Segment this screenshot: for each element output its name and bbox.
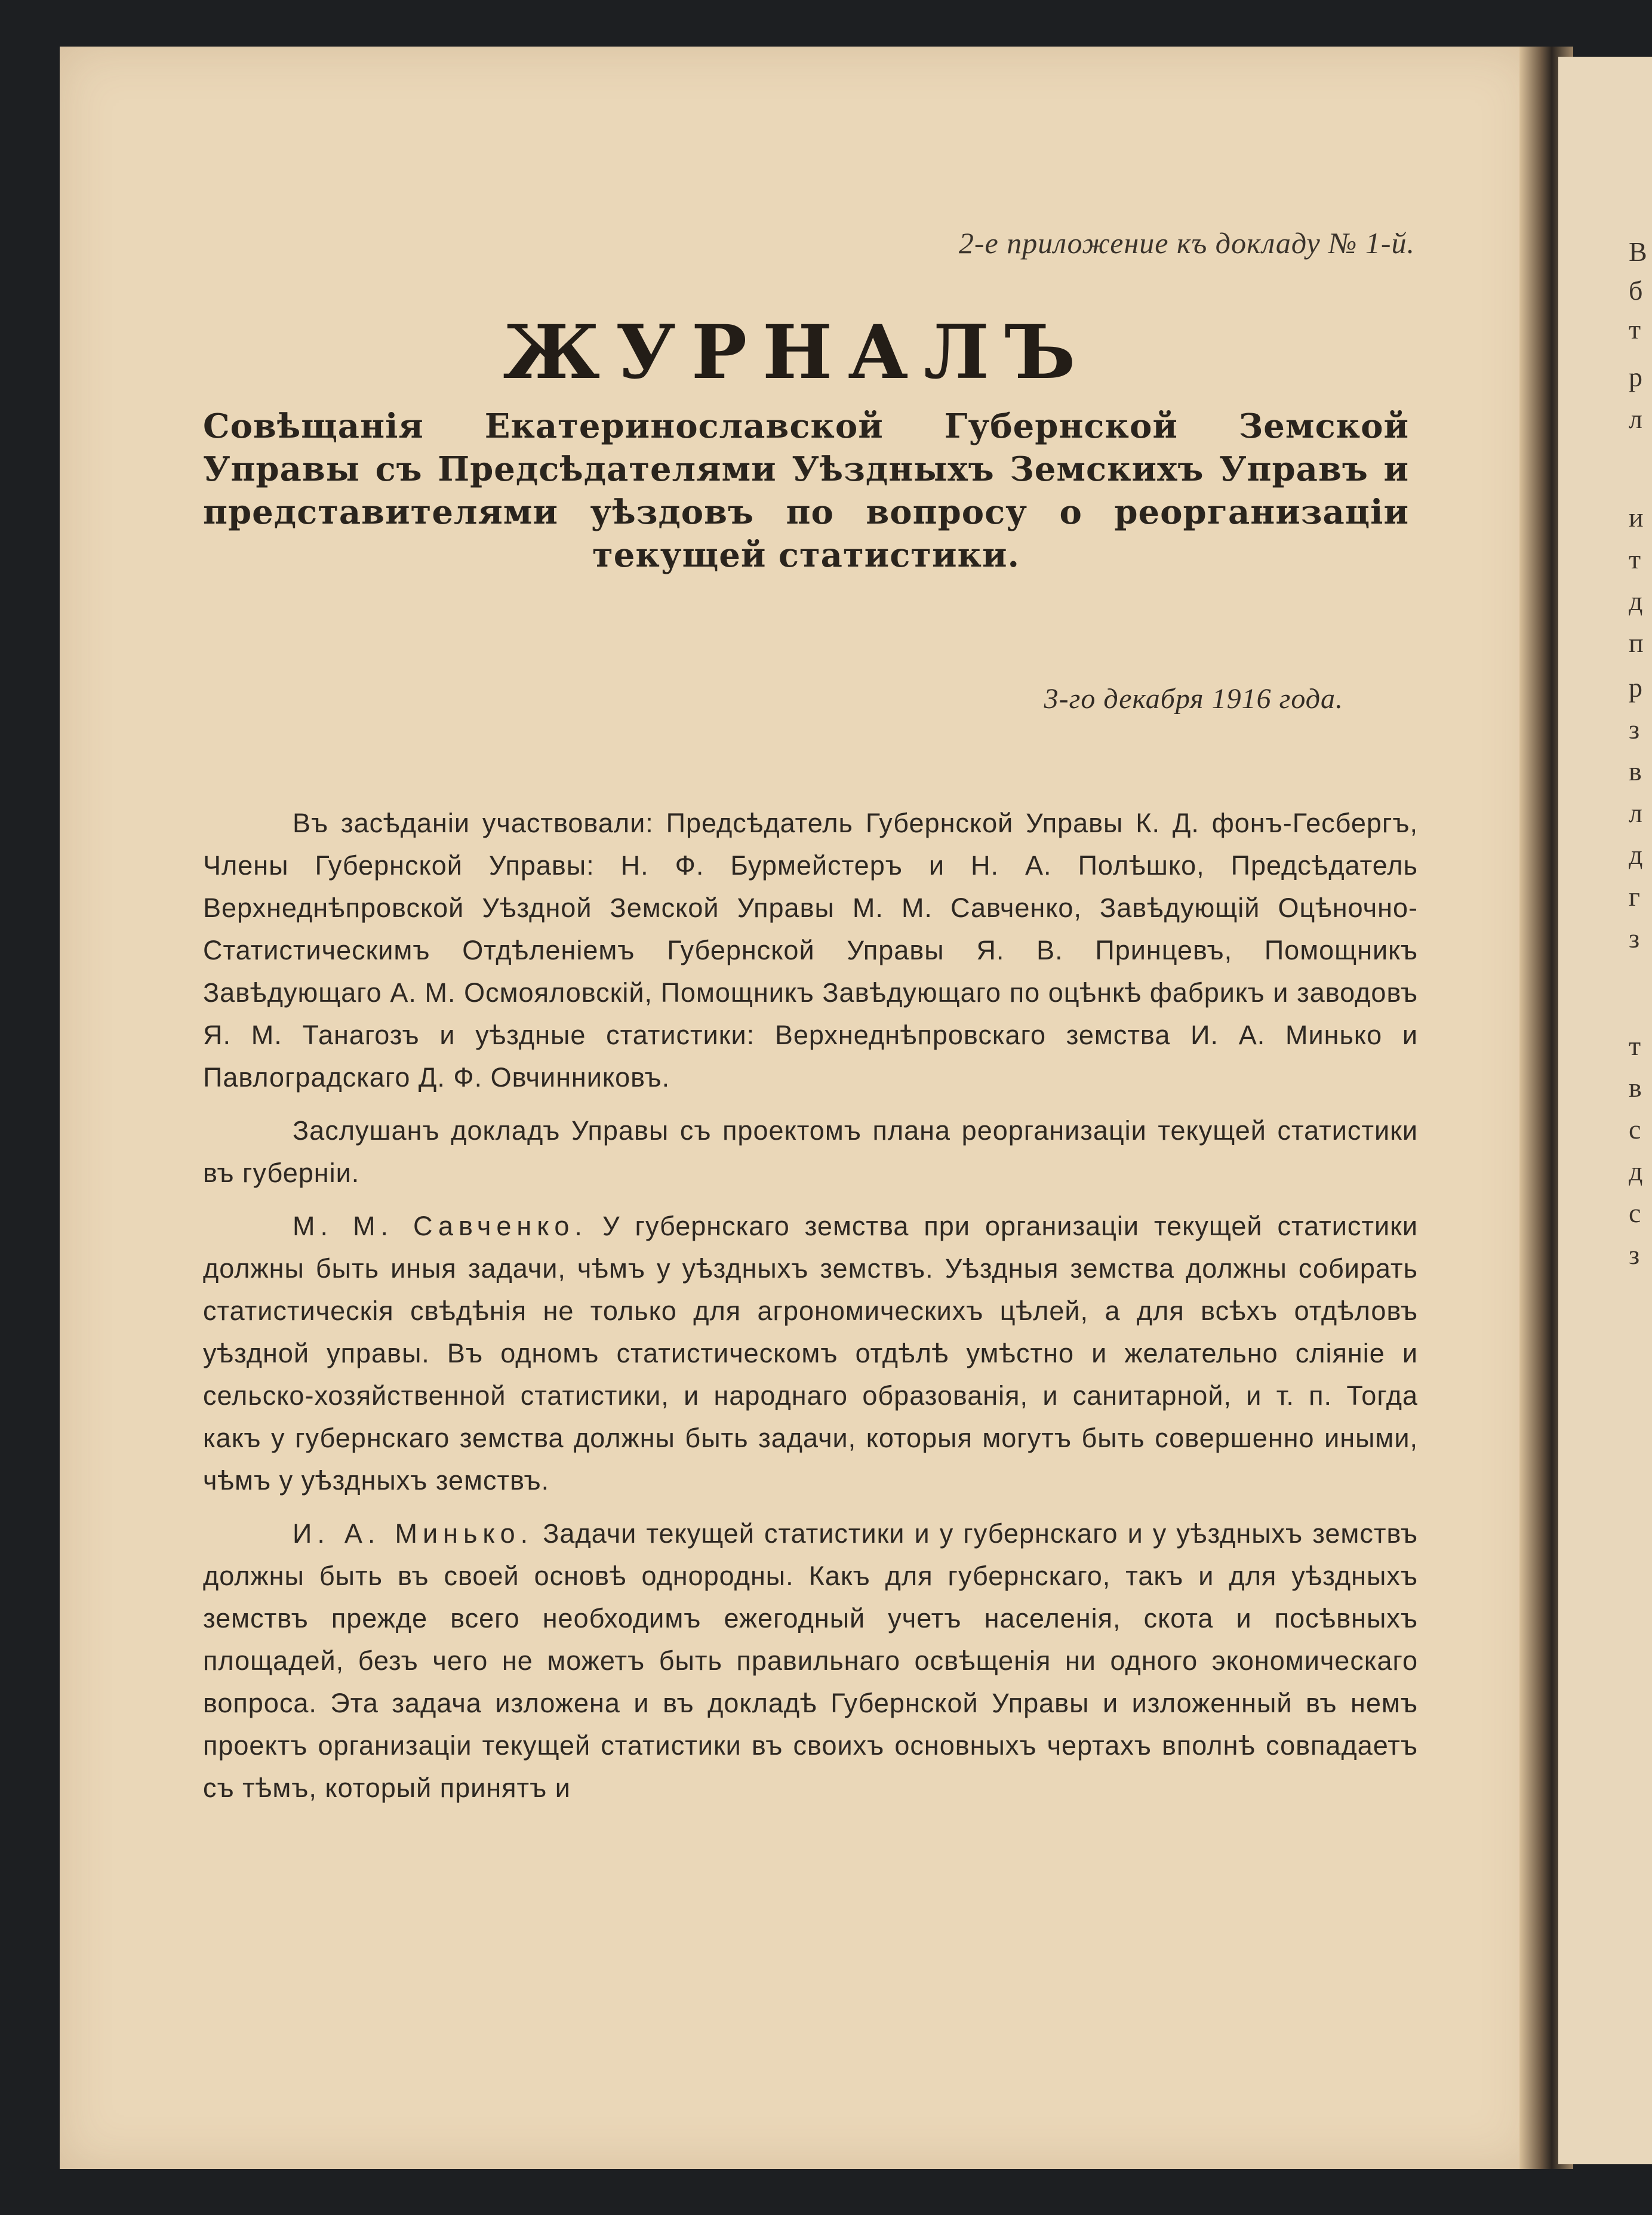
document-title: ЖУРНАЛЪ [503, 309, 1091, 396]
document-subtitle: Совѣщанія Екатеринославской Губернской Земской Управы съ Предсѣдателями Уѣздныхъ Земскихъ Управъ и представителями уѣздовъ по вопросу о реорганизаціи текущей статистики. [203, 407, 1409, 575]
document-body [203, 802, 1418, 1820]
next-page-fragment: д [1629, 839, 1643, 870]
next-page-fragment: с [1629, 1114, 1641, 1145]
document-date: 3-го декабря 1916 года. [1044, 683, 1343, 715]
paragraph [203, 802, 1418, 1099]
next-page-fragment: з [1629, 714, 1640, 745]
next-page-fragment: л [1629, 798, 1642, 828]
paragraph-text: Задачи текущей статистики и у губернскаго и у уѣздныхъ земствъ должны быть въ своей основѣ однородны. Какъ для губернскаго, такъ и для уѣздныхъ земствъ прежде всего необходимъ ежегодный учетъ населенія, скота и посѣвныхъ площадей, безъ чего не можетъ быть правильнаго освѣщенія ни одного экономическаго вопроса. Эта задача изложена и въ докладѣ Губернской Управы и изложенный въ немъ проектъ организаціи текущей статистики въ своихъ основныхъ чертахъ вполнѣ совпадаетъ съ тѣмъ, который принятъ и [203, 1518, 1418, 1803]
paragraph-text: У губернскаго земства при организаціи текущей статистики должны быть иныя задачи, чѣмъ у уѣздныхъ земствъ. Уѣздныя земства должны собирать статистическія свѣдѣнія не только для агрономическихъ цѣлей, а для всѣхъ отдѣловъ уѣздной управы. Въ одномъ статистическомъ отдѣлѣ умѣстно и желательно сліяніе и сельско-хозяйственной статистики, и народнаго образованія, и санитарной, и т. п. Тогда какъ у губернскаго земства должны быть задачи, которыя могутъ быть совершенно иными, чѣмъ у уѣздныхъ земствъ. [203, 1211, 1418, 1496]
next-page-fragment: г [1629, 881, 1640, 912]
next-page-fragment: с [1629, 1198, 1641, 1228]
paragraph [203, 1109, 1418, 1194]
paragraph-text: Заслушанъ докладъ Управы съ проектомъ плана реорганизаціи текущей статистики въ губерніи. [203, 1115, 1418, 1188]
next-page-fragment: л [1629, 404, 1642, 434]
next-page-edge [1558, 57, 1652, 2164]
paragraph [203, 1512, 1418, 1809]
header-note: 2-е приложение къ докладу № 1-й. [958, 226, 1415, 260]
next-page-fragment: р [1629, 672, 1642, 703]
next-page-fragment: з [1629, 1239, 1640, 1270]
next-page-fragment: д [1629, 586, 1643, 616]
speaker-name: М. М. Савченко. [293, 1211, 587, 1241]
next-page-fragment: б [1629, 275, 1643, 306]
next-page-fragment: р [1629, 362, 1642, 392]
next-page-fragment: в [1629, 1072, 1642, 1103]
paragraph-text: Въ засѣданіи участвовали: Предсѣдатель Губернской Управы К. Д. фонъ-Гесбергъ, Члены Губернской Управы: Н. Ф. Бурмейстеръ и Н. А. Полѣшко, Предсѣдатель Верхнеднѣпровской Уѣздной Земской Управы М. М. Савченко, Завѣдующій Оцѣночно-Статистическимъ Отдѣленіемъ Губернской Управы Я. В. Принцевъ, Помощникъ Завѣдующаго А. М. Осмояловскій, Помощникъ Завѣдующаго по оцѣнкѣ фабрикъ и заводовъ Я. М. Танагозъ и уѣздные статистики: Верхнеднѣпровскаго земства И. А. Минько и Павлоградскаго Д. Ф. Овчинниковъ. [203, 808, 1418, 1093]
next-page-fragment: т [1629, 1030, 1641, 1061]
next-page-fragment: в [1629, 756, 1642, 786]
next-page-fragment: В [1629, 236, 1647, 267]
next-page-fragment: п [1629, 627, 1644, 658]
next-page-fragment: т [1629, 314, 1641, 344]
paragraph [203, 1205, 1418, 1502]
speaker-name: И. А. Минько. [293, 1518, 534, 1549]
next-page-fragment: т [1629, 544, 1641, 574]
next-page-fragment: д [1629, 1156, 1643, 1186]
next-page-fragment: и [1629, 502, 1644, 533]
document-page [60, 47, 1534, 2169]
next-page-fragment: з [1629, 923, 1640, 953]
